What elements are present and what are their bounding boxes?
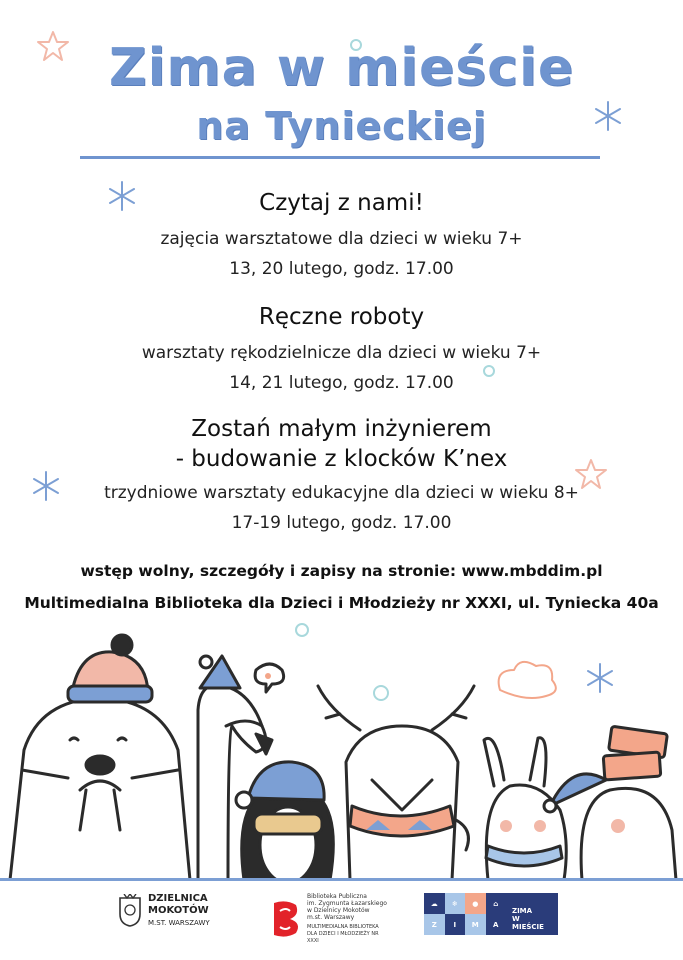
event-description: trzydniowe warsztaty edukacyjne dla dzieci w wieku 8+ xyxy=(104,483,579,503)
poster-subtitle: na Tynieckiej xyxy=(196,104,487,148)
entry-info: wstęp wolny, szczegóły i zapisy na stronie: www.mbddim.pl xyxy=(80,562,603,580)
zima-tile-grid xyxy=(424,893,506,935)
snowflake-tile-icon: ❄ xyxy=(445,893,466,914)
event-engineer xyxy=(0,414,683,538)
event-title: Czytaj z nami! xyxy=(259,190,424,216)
zima-badge-line1: ZIMA xyxy=(512,907,533,915)
zima-w-miescie-logo xyxy=(424,893,558,935)
library-address: Multimedialna Biblioteka dla Dzieci i Młodzieży nr XXXI, ul. Tyniecka 40a xyxy=(24,594,659,612)
library-line2: im. Zygmunta Łazarskiego xyxy=(307,900,387,907)
mokotow-line2: MOKOTÓW xyxy=(148,905,209,916)
zima-letter: A xyxy=(486,914,507,935)
cloud-tile-icon: ☁ xyxy=(424,893,445,914)
zima-letter: Z xyxy=(424,914,445,935)
library-line5: MULTIMEDIALNA BIBLIOTEKA xyxy=(307,924,379,930)
zima-letter: M xyxy=(465,914,486,935)
house-tile-icon: ⌂ xyxy=(486,893,507,914)
mokotow-logo xyxy=(118,893,210,929)
mokotow-line1: DZIELNICA xyxy=(148,893,208,904)
event-title-line2: - budowanie z klocków K’nex xyxy=(175,446,508,472)
mokotow-line3: M.ST. WARSZAWY xyxy=(148,919,210,927)
title-divider xyxy=(80,156,600,159)
mitten-tile-icon: ● xyxy=(465,893,486,914)
event-dates: 13, 20 lutego, godz. 17.00 xyxy=(229,259,454,279)
library-line3: w Dzielnicy Mokotów xyxy=(307,907,370,914)
library-line6: DLA DZIECI I MŁODZIEŻY NR XXXI xyxy=(307,931,379,944)
poster-title: Zima w mieście xyxy=(108,38,575,98)
bottom-divider xyxy=(0,878,683,881)
library-logo xyxy=(270,893,387,945)
event-title-line1: Zostań małym inżynierem xyxy=(191,416,492,442)
winter-animals-illustration xyxy=(0,630,683,880)
zima-letter: I xyxy=(445,914,466,935)
event-crafts xyxy=(0,302,683,398)
library-line4: m.st. Warszawy xyxy=(307,914,355,921)
zima-badge xyxy=(506,893,558,935)
event-dates: 14, 21 lutego, godz. 17.00 xyxy=(229,373,454,393)
zima-badge-line2: W MIEŚCIE xyxy=(512,915,544,931)
library-mark-icon xyxy=(270,899,302,939)
event-dates: 17-19 lutego, godz. 17.00 xyxy=(231,513,452,533)
library-line1: Biblioteka Publiczna xyxy=(307,893,367,900)
event-description: warsztaty rękodzielnicze dla dzieci w wieku 7+ xyxy=(141,343,542,363)
coat-of-arms-icon xyxy=(118,894,142,928)
event-description: zajęcia warsztatowe dla dzieci w wieku 7+ xyxy=(160,229,523,249)
event-title: Ręczne roboty xyxy=(258,304,425,330)
event-reading xyxy=(0,188,683,284)
